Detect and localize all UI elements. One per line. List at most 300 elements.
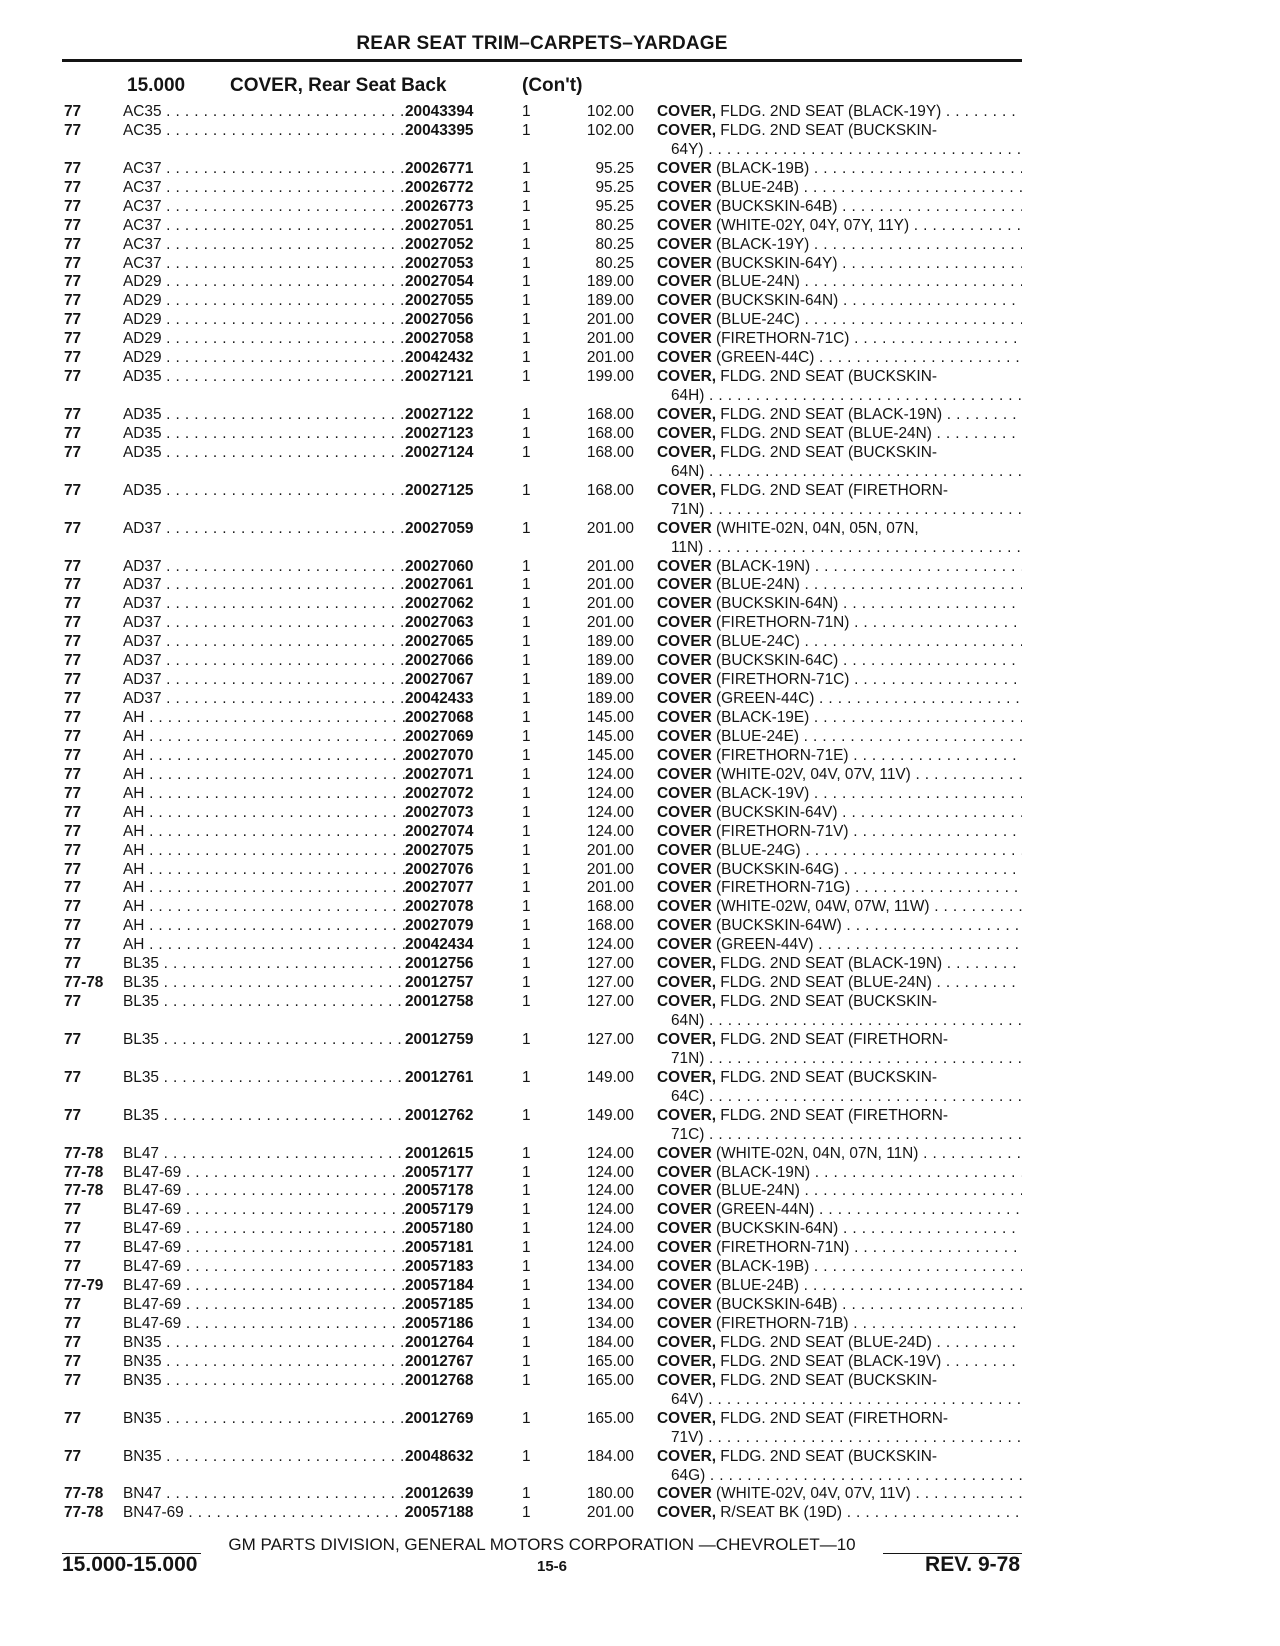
price: 189.00 (586, 652, 634, 670)
part-number: 20042433 (405, 690, 474, 708)
price: 134.00 (586, 1315, 634, 1332)
description (657, 1410, 1022, 1429)
description-text: (WHITE-02N, 04N, 05N, 07N, (711, 519, 919, 537)
description (657, 614, 1022, 633)
table-row (0, 633, 1280, 652)
description (657, 671, 1022, 690)
price: 95.25 (595, 178, 634, 196)
description-keyword: COVER (657, 1315, 712, 1332)
body-code: AC37 . . . (123, 255, 406, 274)
table-row (0, 1353, 1280, 1372)
description-text: (BLUE-24C) (711, 633, 800, 651)
table-row (0, 1504, 1280, 1523)
description (657, 652, 1022, 671)
description (657, 236, 1022, 255)
description (657, 103, 1022, 122)
table-row (0, 1410, 1280, 1429)
description (657, 690, 1022, 709)
part-number: 20027071 (405, 765, 474, 783)
description-keyword: COVER (657, 254, 712, 272)
table-row-continuation (0, 1126, 1280, 1145)
part-number: 20057186 (405, 1315, 474, 1332)
model-year: 77 (64, 936, 82, 954)
description (657, 709, 1022, 728)
description (657, 292, 1022, 311)
table-row (0, 103, 1280, 122)
part-number: 20027122 (405, 406, 474, 423)
description (657, 425, 1022, 444)
part-number: 20012761 (405, 1068, 474, 1086)
description (657, 406, 1022, 425)
model-year: 77 (64, 917, 82, 935)
description-keyword: COVER (657, 671, 712, 689)
table-row (0, 747, 1280, 766)
description-text: (BUCKSKIN-64N) (711, 595, 839, 613)
model-year: 77 (64, 273, 82, 291)
description (657, 595, 1022, 614)
table-row-continuation (0, 1467, 1280, 1486)
table-row (0, 1239, 1280, 1258)
price: 189.00 (586, 633, 634, 651)
header-rule (62, 59, 1022, 62)
description (657, 330, 1022, 349)
description-text: (BUCKSKIN-64C) (711, 652, 839, 670)
price: 124.00 (586, 1182, 634, 1200)
description-keyword: COVER (657, 349, 712, 367)
quantity: 1 (522, 727, 531, 745)
body-code: AD35 . . . (123, 406, 406, 425)
description-keyword: COVER (657, 746, 712, 764)
part-number: 20027054 (405, 273, 474, 291)
price: 80.25 (595, 216, 634, 234)
page-title: REAR SEAT TRIM–CARPETS–YARDAGE (356, 33, 728, 54)
description-text: FLDG. 2ND SEAT (BUCKSKIN- (716, 368, 937, 386)
description (657, 1296, 1022, 1315)
table-row (0, 614, 1280, 633)
description-text: (GREEN-44C) (711, 690, 815, 708)
description-keyword: COVER (657, 879, 712, 897)
body-code: AD29 . . . (123, 349, 406, 368)
price: 95.25 (595, 159, 634, 177)
body-code: BL35 . . . (123, 974, 406, 993)
description (657, 217, 1022, 236)
part-number: 20027077 (405, 879, 474, 897)
table-row (0, 349, 1280, 368)
table-row (0, 1145, 1280, 1164)
description-continuation: 64V) . . . (671, 1391, 1022, 1410)
table-row (0, 406, 1280, 425)
description-text: (FIRETHORN-71B) (711, 1315, 849, 1332)
description (657, 993, 1022, 1012)
description-text: (BUCKSKIN-64W) (711, 917, 842, 935)
part-number: 20027055 (405, 292, 474, 310)
body-code: AH . . . (123, 709, 406, 728)
description-keyword: COVER (657, 784, 712, 802)
price: 165.00 (586, 1409, 634, 1427)
description-keyword: COVER (657, 330, 712, 348)
part-number: 20027069 (405, 727, 474, 745)
description-keyword: COVER, (657, 1447, 717, 1465)
description-keyword: COVER, (657, 103, 717, 120)
description (657, 255, 1022, 274)
model-year: 77 (64, 652, 82, 670)
description-keyword: COVER (657, 292, 712, 310)
price: 127.00 (586, 974, 634, 992)
description (657, 1164, 1022, 1183)
description-keyword: COVER (657, 841, 712, 859)
section-title: COVER, Rear Seat Back (230, 75, 447, 96)
body-code: AH . . . (123, 747, 406, 766)
body-code: BL47 . . . (123, 1145, 406, 1164)
description-keyword: COVER, (657, 1068, 717, 1086)
table-row (0, 1315, 1280, 1334)
table-row-continuation (0, 1012, 1280, 1031)
price: 145.00 (586, 709, 634, 726)
body-code: BL47-69 . . . (123, 1258, 406, 1277)
description (657, 1258, 1022, 1277)
model-year: 77 (64, 1409, 82, 1427)
price: 124.00 (586, 1239, 634, 1257)
description-text: FLDG. 2ND SEAT (BLACK-19Y) (716, 103, 942, 120)
quantity: 1 (522, 1296, 531, 1314)
model-year: 77 (64, 292, 82, 310)
table-row (0, 576, 1280, 595)
body-code: AH . . . (123, 785, 406, 804)
price: 168.00 (586, 481, 634, 499)
body-code: AD29 . . . (123, 273, 406, 292)
description-keyword: COVER (657, 936, 712, 954)
quantity: 1 (522, 1030, 531, 1048)
part-number: 20042432 (405, 349, 474, 367)
model-year: 77 (64, 822, 82, 840)
model-year: 77 (64, 443, 82, 461)
description (657, 804, 1022, 823)
description-keyword: COVER, (657, 406, 717, 423)
body-code: BN47-69 . . . (123, 1504, 406, 1523)
quantity: 1 (522, 349, 531, 367)
model-year: 77 (64, 235, 82, 253)
body-code: AC37 . . . (123, 217, 406, 236)
part-number: 20027121 (405, 368, 474, 386)
model-year: 77 (64, 955, 82, 973)
price: 201.00 (586, 1504, 634, 1522)
quantity: 1 (522, 860, 531, 878)
body-code: AH . . . (123, 917, 406, 936)
price: 134.00 (586, 1296, 634, 1314)
body-code: BL35 . . . (123, 1069, 406, 1088)
quantity: 1 (522, 746, 531, 764)
quantity: 1 (522, 406, 531, 423)
quantity: 1 (522, 443, 531, 461)
description-keyword: COVER (657, 1277, 712, 1295)
description-text: (FIRETHORN-71N) (711, 1239, 850, 1257)
body-code: BL47-69 . . . (123, 1182, 406, 1201)
model-year: 77-79 (64, 1277, 104, 1295)
description-text: FLDG. 2ND SEAT (FIRETHORN- (716, 1030, 949, 1048)
description (657, 633, 1022, 652)
price: 124.00 (586, 784, 634, 802)
description-keyword: COVER (657, 1239, 712, 1257)
description (657, 179, 1022, 198)
quantity: 1 (522, 1352, 531, 1370)
price: 189.00 (586, 273, 634, 291)
description-keyword: COVER (657, 917, 712, 935)
description-keyword: COVER, (657, 1352, 717, 1370)
description-keyword: COVER (657, 1258, 712, 1276)
table-row (0, 879, 1280, 898)
description-keyword: COVER (657, 898, 712, 916)
part-number: 20027078 (405, 898, 474, 916)
quantity: 1 (522, 292, 531, 310)
description-keyword: COVER, (657, 368, 717, 386)
part-number: 20057181 (405, 1239, 474, 1257)
price: 168.00 (586, 917, 634, 935)
quantity: 1 (522, 898, 531, 916)
part-number: 20012762 (405, 1106, 474, 1124)
part-number: 20012768 (405, 1371, 474, 1389)
quantity: 1 (522, 235, 531, 253)
body-code: AD29 . . . (123, 311, 406, 330)
table-row (0, 1220, 1280, 1239)
part-number: 20027063 (405, 614, 474, 632)
description-text: (BLUE-24N) (711, 273, 800, 291)
description-text: (FIRETHORN-71V) (711, 822, 849, 840)
quantity: 1 (522, 1182, 531, 1200)
body-code: AH . . . (123, 879, 406, 898)
body-code: AH . . . (123, 898, 406, 917)
price: 124.00 (586, 1201, 634, 1219)
part-number: 20012764 (405, 1333, 474, 1351)
part-number: 20027062 (405, 595, 474, 613)
quantity: 1 (522, 1485, 531, 1503)
quantity: 1 (522, 671, 531, 689)
quantity: 1 (522, 1258, 531, 1276)
table-row (0, 311, 1280, 330)
price: 201.00 (586, 879, 634, 897)
price: 201.00 (586, 595, 634, 613)
model-year: 77 (64, 254, 82, 272)
part-number: 20012759 (405, 1030, 474, 1048)
table-row (0, 1485, 1280, 1504)
part-number: 20057185 (405, 1296, 474, 1314)
description-text: (BUCKSKIN-64G) (711, 860, 840, 878)
model-year: 77 (64, 841, 82, 859)
description-text: (BLUE-24N) (711, 1182, 800, 1200)
body-code: AH . . . (123, 823, 406, 842)
description-keyword: COVER (657, 1296, 712, 1314)
description (657, 1182, 1022, 1201)
quantity: 1 (522, 216, 531, 234)
body-code: AC35 . . . (123, 122, 406, 141)
description-keyword: COVER, (657, 121, 717, 139)
part-number: 20027066 (405, 652, 474, 670)
model-year: 77 (64, 709, 82, 726)
quantity: 1 (522, 633, 531, 651)
part-number: 20027073 (405, 803, 474, 821)
price: 149.00 (586, 1068, 634, 1086)
table-row (0, 861, 1280, 880)
description (657, 879, 1022, 898)
description-continuation: 64N) . . . (671, 1012, 1022, 1031)
quantity: 1 (522, 159, 531, 177)
quantity: 1 (522, 614, 531, 632)
description (657, 1220, 1022, 1239)
description (657, 823, 1022, 842)
part-number: 20057184 (405, 1277, 474, 1295)
description-text: FLDG. 2ND SEAT (FIRETHORN- (716, 1409, 949, 1427)
description (657, 842, 1022, 861)
table-row (0, 595, 1280, 614)
model-year: 77 (64, 1258, 82, 1276)
table-row (0, 198, 1280, 217)
quantity: 1 (522, 974, 531, 992)
model-year: 77 (64, 481, 82, 499)
footer-publisher: GM PARTS DIVISION, GENERAL MOTORS CORPORATION —CHEVROLET—10 (228, 1535, 856, 1554)
body-code: AD37 . . . (123, 520, 406, 539)
part-number: 20027051 (405, 216, 474, 234)
description (657, 349, 1022, 368)
table-row (0, 1164, 1280, 1183)
description-keyword: COVER, (657, 1333, 717, 1351)
description (657, 1277, 1022, 1296)
model-year: 77 (64, 406, 82, 423)
description-text: (BLUE-24C) (711, 311, 800, 329)
model-year: 77 (64, 519, 82, 537)
description-keyword: COVER, (657, 993, 717, 1011)
table-row (0, 898, 1280, 917)
body-code: AD35 . . . (123, 444, 406, 463)
description (657, 861, 1022, 880)
description (657, 311, 1022, 330)
quantity: 1 (522, 1163, 531, 1181)
model-year: 77 (64, 746, 82, 764)
table-row (0, 1201, 1280, 1220)
table-row (0, 1031, 1280, 1050)
description-continuation: 71V) . . . (671, 1429, 1022, 1448)
model-year: 77 (64, 557, 82, 575)
table-row (0, 292, 1280, 311)
table-row (0, 558, 1280, 577)
part-number: 20057183 (405, 1258, 474, 1276)
description-text: (BLUE-24G) (711, 841, 801, 859)
description (657, 1485, 1022, 1504)
model-year: 77-78 (64, 1504, 104, 1522)
description-keyword: COVER, (657, 955, 717, 973)
description-keyword: COVER (657, 860, 712, 878)
model-year: 77 (64, 1068, 82, 1086)
description (657, 898, 1022, 917)
table-row (0, 425, 1280, 444)
description-text: (BUCKSKIN-64B) (711, 197, 838, 215)
price: 102.00 (586, 121, 634, 139)
model-year: 77 (64, 368, 82, 386)
price: 165.00 (586, 1352, 634, 1370)
description-text: (BUCKSKIN-64V) (711, 803, 838, 821)
price: 201.00 (586, 860, 634, 878)
model-year: 77 (64, 1315, 82, 1332)
model-year: 77 (64, 1333, 82, 1351)
description (657, 1353, 1022, 1372)
description-keyword: COVER (657, 159, 712, 177)
body-code: AH . . . (123, 804, 406, 823)
description (657, 936, 1022, 955)
description-text: R/SEAT BK (19D) (716, 1504, 843, 1522)
body-code: AC37 . . . (123, 198, 406, 217)
description-continuation: 71N) . . . (671, 1050, 1022, 1069)
quantity: 1 (522, 1144, 531, 1162)
description-text: (BLACK-19Y) (711, 235, 810, 253)
description-keyword: COVER (657, 1182, 712, 1200)
description-text: (BUCKSKIN-64N) (711, 292, 839, 310)
quantity: 1 (522, 841, 531, 859)
section-continued: (Con't) (522, 75, 583, 96)
table-row (0, 766, 1280, 785)
description-keyword: COVER, (657, 443, 717, 461)
table-row (0, 444, 1280, 463)
description (657, 368, 1022, 387)
body-code: AD37 . . . (123, 595, 406, 614)
description-text: (WHITE-02Y, 04Y, 07Y, 11Y) (711, 216, 910, 234)
table-row-continuation (0, 1050, 1280, 1069)
body-code: AD35 . . . (123, 368, 406, 387)
quantity: 1 (522, 481, 531, 499)
quantity: 1 (522, 955, 531, 973)
model-year: 77 (64, 1371, 82, 1389)
model-year: 77 (64, 690, 82, 708)
quantity: 1 (522, 784, 531, 802)
part-number: 20027074 (405, 822, 474, 840)
body-code: AD37 . . . (123, 671, 406, 690)
price: 168.00 (586, 443, 634, 461)
price: 168.00 (586, 406, 634, 423)
description-continuation: 64C) . . . (671, 1088, 1022, 1107)
price: 184.00 (586, 1333, 634, 1351)
price: 124.00 (586, 822, 634, 840)
description-text: (WHITE-02N, 04N, 07N, 11N) (711, 1144, 919, 1162)
table-row (0, 236, 1280, 255)
description-keyword: COVER (657, 178, 712, 196)
description-text: (BLUE-24E) (711, 727, 799, 745)
table-row (0, 179, 1280, 198)
table-row (0, 1296, 1280, 1315)
description (657, 747, 1022, 766)
description-text: (BUCKSKIN-64N) (711, 1220, 839, 1238)
body-code: BN35 . . . (123, 1353, 406, 1372)
description (657, 160, 1022, 179)
description-keyword: COVER, (657, 974, 717, 992)
part-number: 20027124 (405, 443, 474, 461)
part-number: 20027065 (405, 633, 474, 651)
quantity: 1 (522, 121, 531, 139)
section-number: 15.000 (127, 75, 186, 96)
description-text: (BLACK-19E) (711, 709, 810, 726)
table-row-continuation (0, 387, 1280, 406)
price: 102.00 (586, 103, 634, 120)
description-keyword: COVER (657, 690, 712, 708)
description (657, 766, 1022, 785)
body-code: BN35 . . . (123, 1334, 406, 1353)
description (657, 1201, 1022, 1220)
model-year: 77 (64, 879, 82, 897)
price: 201.00 (586, 576, 634, 594)
part-number: 20027123 (405, 424, 474, 442)
table-row (0, 804, 1280, 823)
body-code: BL35 . . . (123, 993, 406, 1012)
model-year: 77 (64, 595, 82, 613)
table-row (0, 974, 1280, 993)
model-year: 77 (64, 1220, 82, 1238)
price: 189.00 (586, 671, 634, 689)
